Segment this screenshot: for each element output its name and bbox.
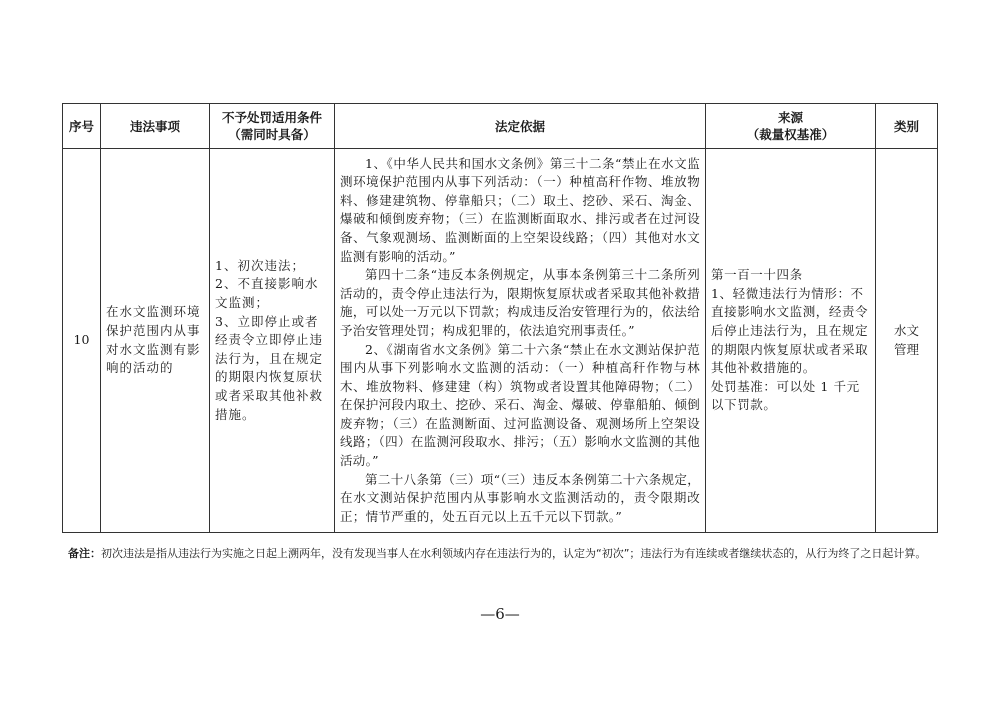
table-row (63, 149, 938, 533)
cell-item: 在水文监测环境保护范围内从事对水文监测有影响的活动的 (101, 149, 210, 533)
header-basis: 法定依据 (335, 104, 706, 149)
table-header-row (63, 104, 938, 149)
header-no: 序号 (63, 104, 101, 149)
header-source: 来源 （裁量权基准） (706, 104, 876, 149)
header-category: 类别 (876, 104, 938, 149)
header-item: 违法事项 (101, 104, 210, 149)
header-conditions: 不予处罚适用条件 （需同时具备） (210, 104, 335, 149)
cell-source: 第一百一十四条 1、轻微违法行为情形：不直接影响水文监测，经责令后停止违法行为，且在规定的期限内恢复原状或者采取其他补救措施的。 处罚基准：可以处 1 千元以下罚款。 (706, 149, 876, 533)
cell-legal-basis: 1、《中华人民共和国水文条例》第三十二条“禁止在水文监测环境保护范围内从事下列活动：（一）种植高秆作物、堆放物料、修建建筑物、停靠船只；（二）取土、挖砂、采石、淘金、爆破和倾倒废弃物；（三）在监测断面取水、排污或者在过河设备、气象观测场、监测断面的上空架设线路；（四）其他对水文监测有影响的活动。” 第四十二条“违反本条例规定，从事本条例第三十二条所列活动的，责令停止违法行为，限期恢复原状或者采取其他补救措施，可以处一万元以下罚款；构成违反治安管理行为的，依法给予治安管理处罚；构成犯罪的，依法追究刑事责任。” 2、《湖南省水文条例》第二十六条“禁止在水文测站保护范围内从事下列影响水文监测的活动：（一）种植高秆作物与林木、堆放物料、修建建（构）筑物或者设置其他障碍物；（二）在保护河段内取土、挖砂、采石、淘金、爆破、停靠船舶、倾倒废弃物；（三）在监测断面、过河监测设备、观测场所上空架设线路；（四）在监测河段取水、排污；（五）影响水文监测的其他活动。” 第二十八条第（三）项“（三）违反本条例第二十六条规定，在水文测站保护范围内从事影响水文监测活动的，责令限期改正；情节严重的，处五百元以上五千元以下罚款。” (335, 149, 706, 533)
page-number: —6— (480, 605, 520, 623)
cell-category: 水文 管理 (876, 149, 938, 533)
cell-conditions: 1、初次违法； 2、不直接影响水文监测； 3、立即停止或者经责令立即停止违法行为，且在规定的期限内恢复原状或者采取其他补救措施。 (210, 149, 335, 533)
penalty-exemption-table (62, 103, 938, 533)
cell-no: 10 (63, 149, 101, 533)
footnote: 备注：初次违法是指从违法行为实施之日起上溯两年，没有发现当事人在水利领域内存在违法行为的，认定为“初次”；违法行为有连续或者继续状态的，从行为终了之日起计算。 (68, 547, 927, 560)
